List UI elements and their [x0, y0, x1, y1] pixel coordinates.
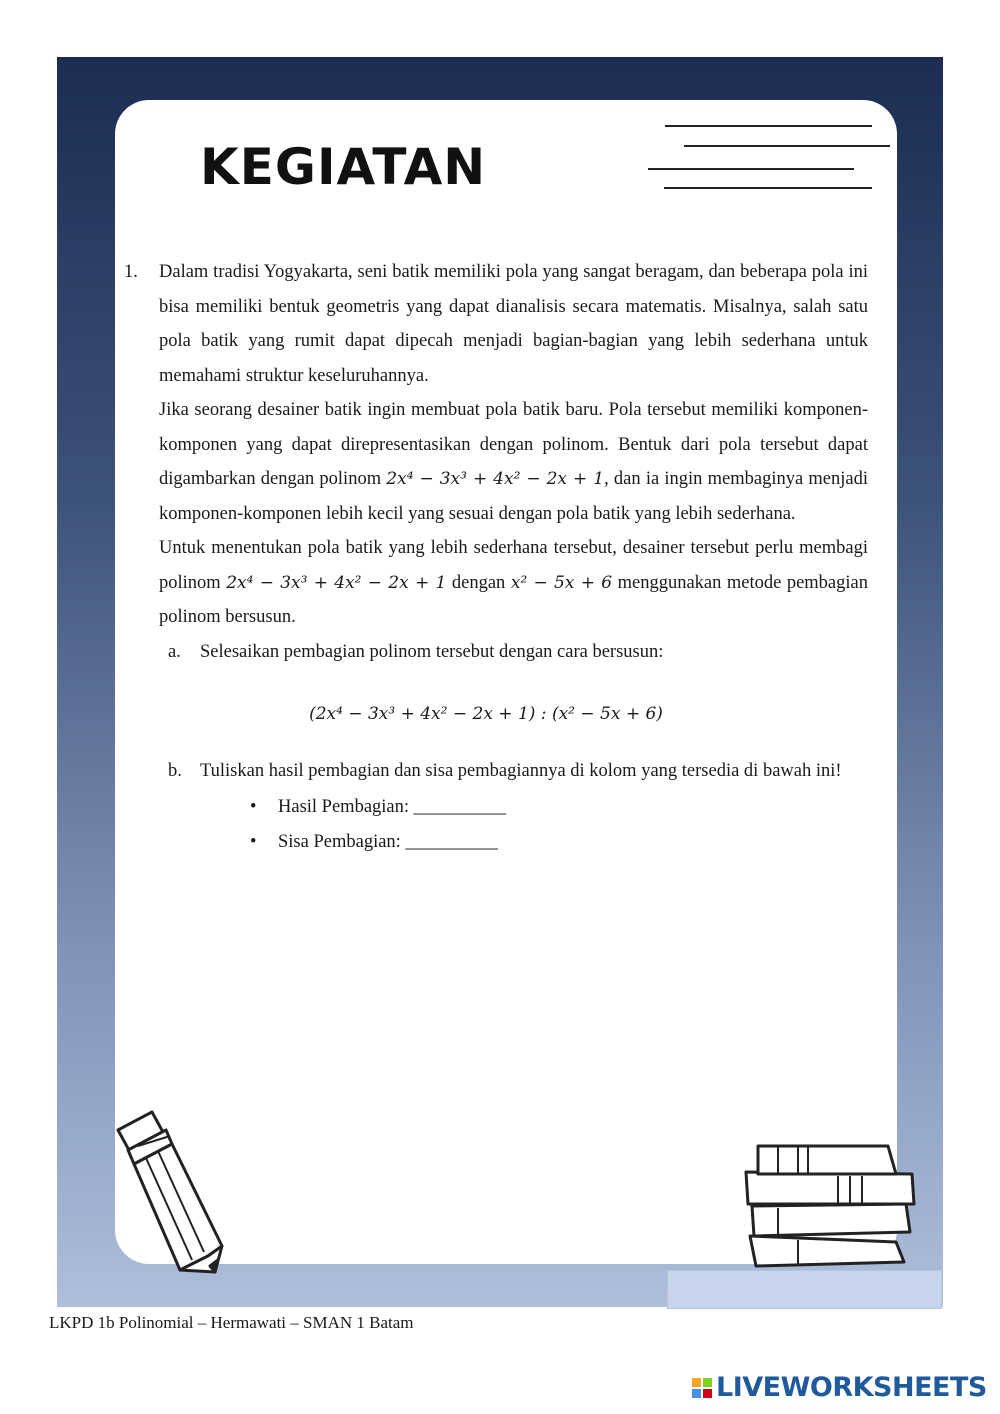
- brand-name: LIVEWORKSHEETS: [716, 1372, 987, 1403]
- footer-credit: LKPD 1b Polinomial – Hermawati – SMAN 1 Batam: [49, 1313, 414, 1332]
- dividend-expression: 2x⁴ − 3x³ + 4x² − 2x + 1: [226, 572, 447, 593]
- question-paragraph-1: Dalam tradisi Yogyakarta, seni batik memiliki pola yang sangat beragam, dan beberapa pola ini bisa memiliki bentuk geometris yang dapat dianalisis secara matematis. Misalnya, salah satu pola batik yang rumit dapat dipecah menjadi bagian-bagian yang lebih sederhana untuk memahami struktur keseluruhannya.: [159, 262, 868, 386]
- question-1: [124, 255, 868, 635]
- liveworksheets-logo-icon: [692, 1378, 712, 1398]
- books-stack-icon: [738, 1132, 928, 1270]
- answer-list: [200, 790, 868, 859]
- liveworksheets-brand[interactable]: [692, 1372, 987, 1403]
- answer-quotient: • Hasil Pembagian: __________: [250, 790, 868, 825]
- sub-question-b-text: Tuliskan hasil pembagian dan sisa pembagiannya di kolom yang tersedia di bawah ini!: [200, 760, 842, 781]
- page-title: KEGIATAN: [200, 138, 487, 196]
- polynomial-expression: 2x⁴ − 3x³ + 4x² − 2x + 1: [386, 469, 605, 489]
- divisor-expression: x² − 5x + 6: [510, 572, 613, 593]
- decorative-lines-icon: [640, 118, 900, 198]
- sub-question-a-text: Selesaikan pembagian polinom tersebut dengan cara bersusun:: [200, 641, 664, 662]
- question-content: [124, 255, 868, 859]
- sub-question-b: b. Tuliskan hasil pembagian dan sisa pembagiannya di kolom yang tersedia di bawah ini! • Hasil Pembagian: __________ • Sisa Pembagian: __________: [124, 754, 868, 860]
- question-paragraph-2: Jika seorang desainer batik ingin membuat pola batik baru. Pola tersebut memiliki komponen-komponen yang dapat direpresentasikan dengan polinom. Bentuk dari pola tersebut dapat digambarkan dengan polinom 2x⁴ − 3x³ + 4x² − 2x + 1, dan ia ingin membaginya menjadi komponen-komponen lebih kecil yang sesuai dengan pola batik yang lebih sederhana.: [159, 400, 868, 524]
- question-number: 1.: [124, 262, 138, 282]
- answer-remainder: • Sisa Pembagian: __________: [250, 825, 868, 860]
- division-formula: (2x⁴ − 3x³ + 4x² − 2x + 1) : (x² − 5x + 6): [309, 704, 663, 724]
- question-paragraph-3: Untuk menentukan pola batik yang lebih sederhana tersebut, desainer tersebut perlu membagi polinom 2x⁴ − 3x³ + 4x² − 2x + 1 dengan x² − 5x + 6 menggunakan metode pembagian polinom bersusun.: [159, 538, 868, 627]
- answer-box[interactable]: [667, 1270, 942, 1309]
- sub-question-a: a. Selesaikan pembagian polinom tersebut dengan cara bersusun:: [124, 635, 868, 670]
- pencil-icon: [100, 1100, 230, 1280]
